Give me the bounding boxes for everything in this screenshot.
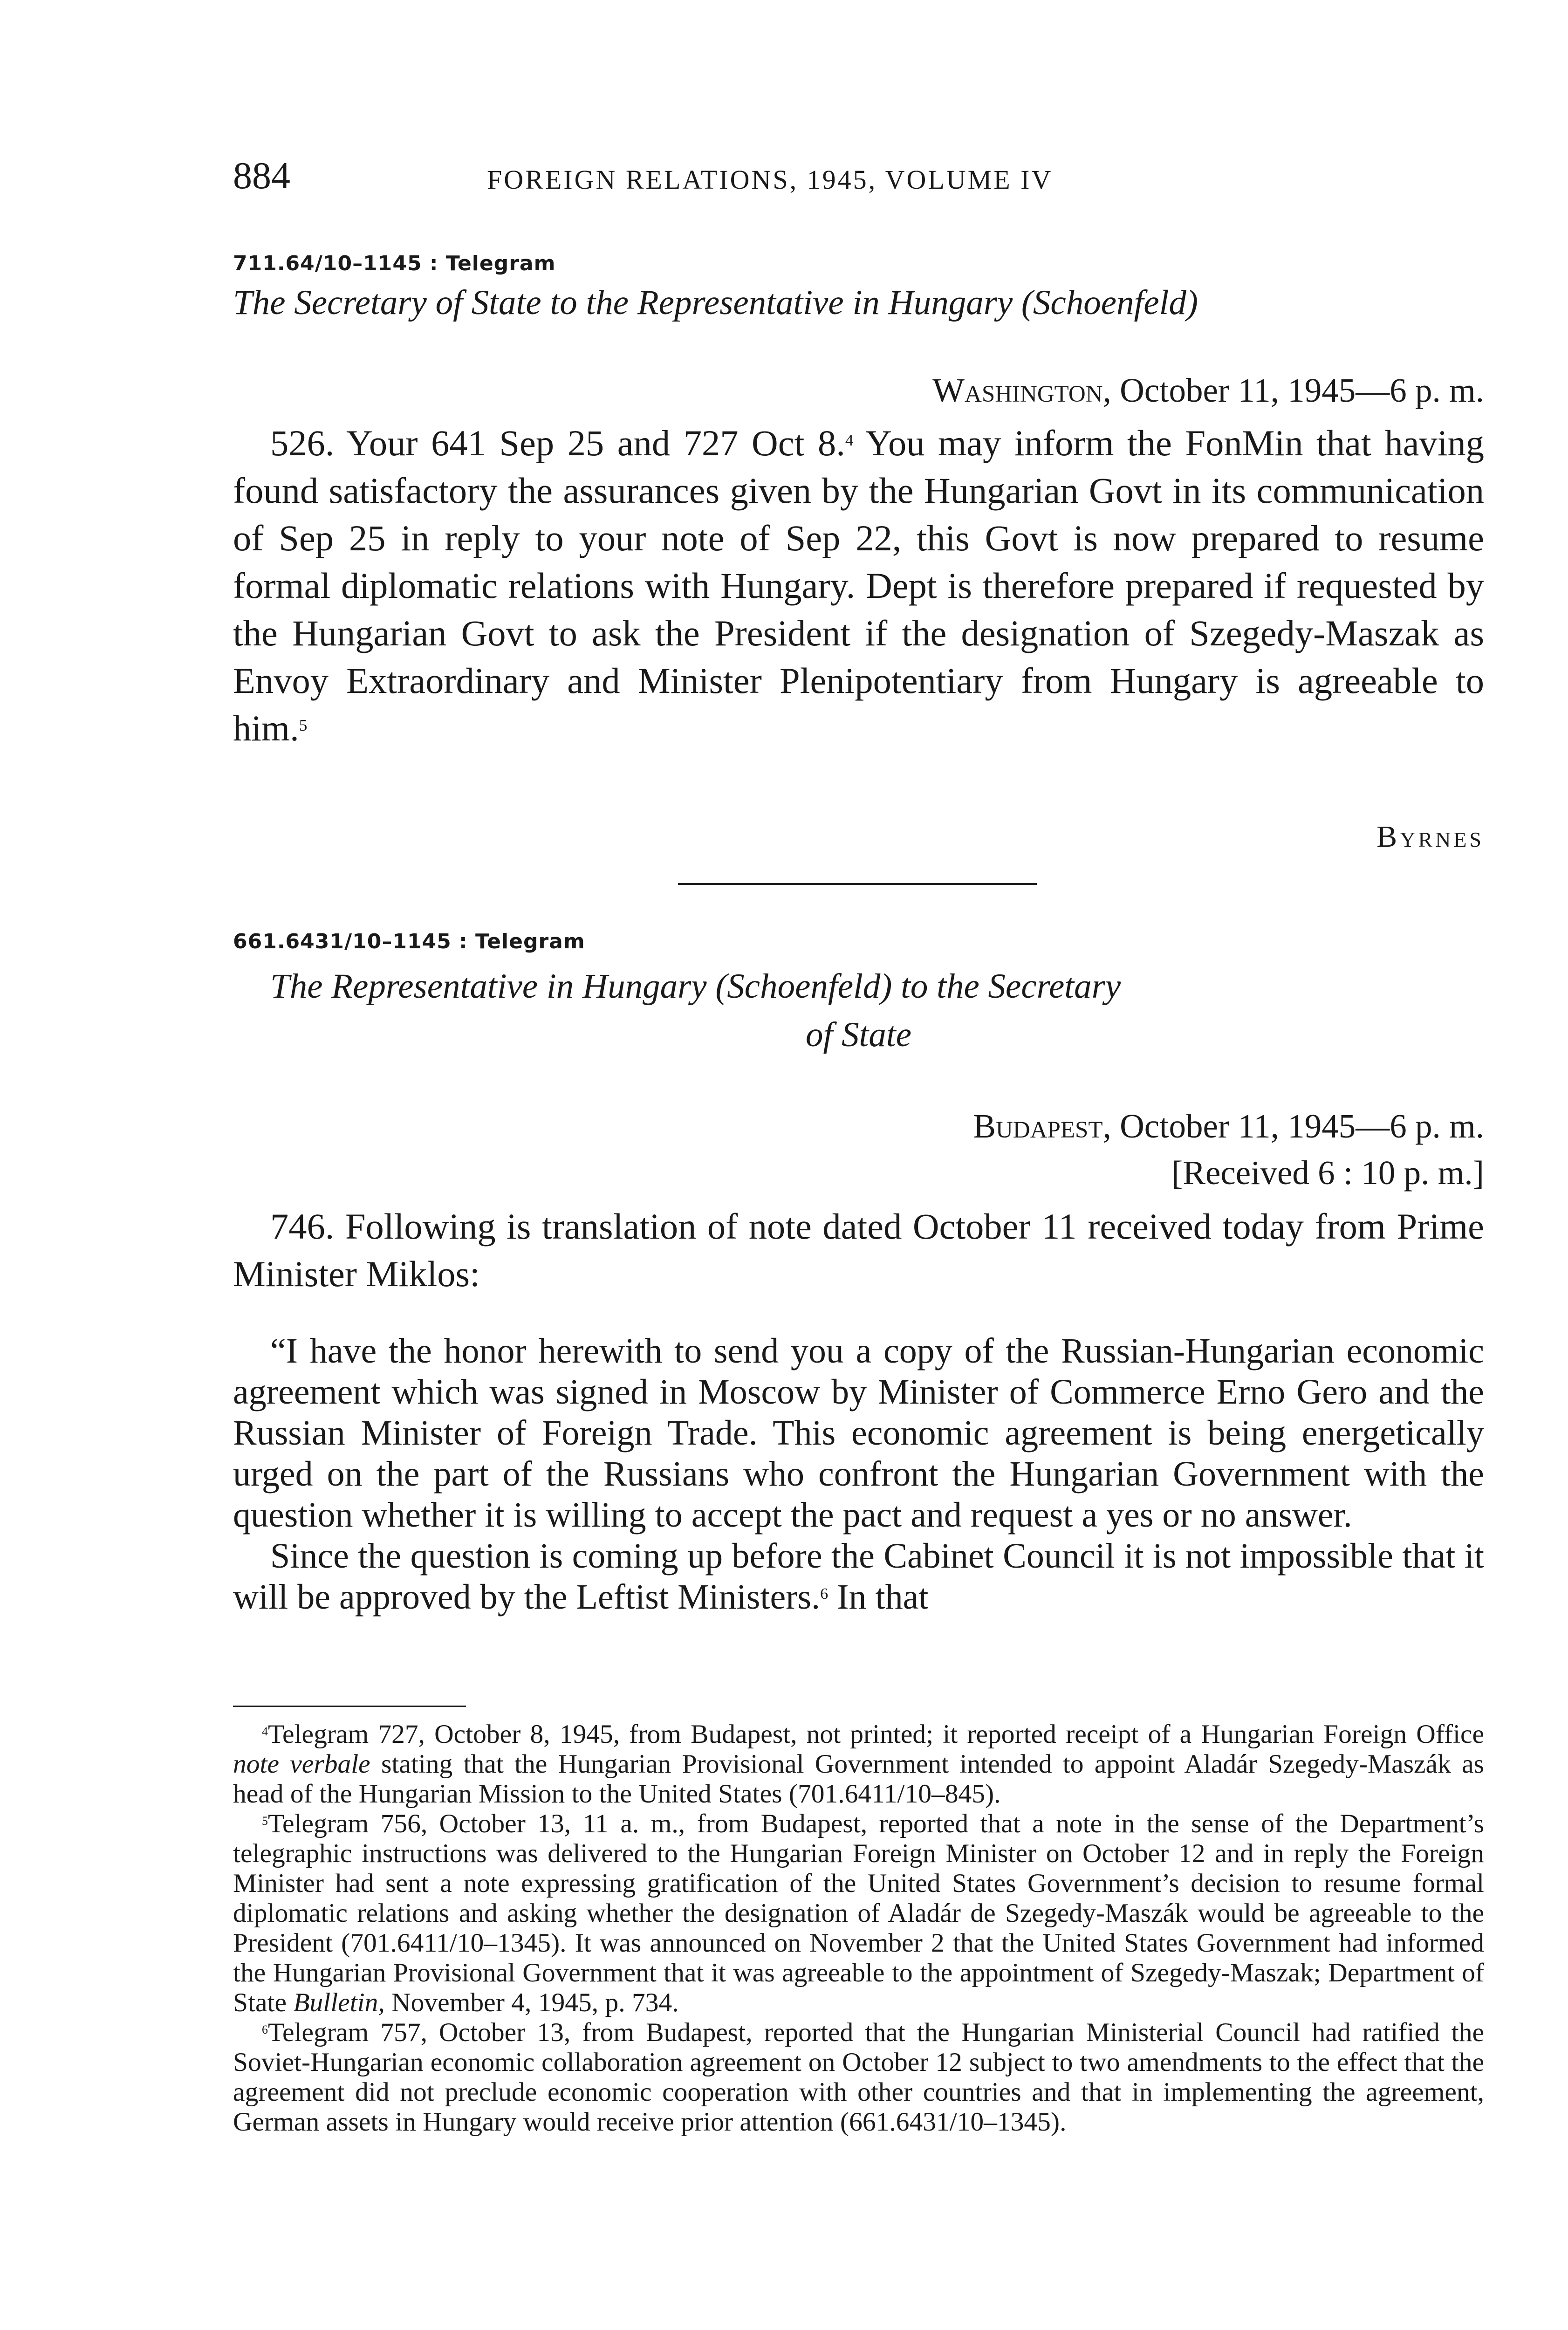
document-1 xyxy=(233,252,1484,857)
footnote-mark: 5 xyxy=(262,1814,268,1828)
quote-text: Since the question is coming up before the Cabinet Council it is not impossible that it will be approved by the Leftist Ministers. xyxy=(233,1536,1484,1617)
page-header xyxy=(233,154,1484,205)
footnote-ref: 6 xyxy=(820,1585,829,1603)
footnote-italic: Bulletin, xyxy=(293,1988,385,2017)
footnote-divider xyxy=(233,1706,466,1707)
telegram-body xyxy=(233,419,1484,752)
footnote-text: Telegram 757, October 13, from Budapest, reported that the Hungarian Ministerial Council had ratified the Soviet-Hungarian economic collaboration agreement on October 12 subject to two amendments to the effect that the agreement did not preclude economic cooperation with other countries and that in implementing the agreement, German assets in Hungary would receive prior attention (661.6431/10–1345). xyxy=(233,2018,1484,2137)
footnote-mark: 4 xyxy=(262,1725,268,1738)
footnote-text: stating that the Hungarian Provisional Government intended to appoint Aladár Szegedy-Maszák as head of the Hungarian Mission to the United States (701.6411/10–845). xyxy=(233,1749,1484,1809)
body-text: You may inform the FonMin that having found satisfactory the assurances given by the Hungarian Govt in its communication of Sep 25 in reply to your note of Sep 22, this Govt is now prepared to resume formal diplomatic relations with Hungary. Dept is therefore prepared if requested by the Hungarian Govt to ask the President if the designation of Szegedy-Maszak as Envoy Extraordinary and Minister Plenipotentiary from Hungary is agreeable to him. xyxy=(233,423,1484,748)
body-text: 526. Your 641 Sep 25 and 727 Oct 8. xyxy=(270,423,845,463)
dateline-place: Budapest xyxy=(973,1107,1103,1145)
footnote-ref: 5 xyxy=(299,716,308,734)
dateline xyxy=(932,371,1484,410)
footnote-5 xyxy=(233,1809,1484,2018)
quote-text: In that xyxy=(828,1577,929,1617)
signature xyxy=(1376,819,1484,855)
document-title: The Secretary of State to the Representative in Hungary (Schoenfeld) xyxy=(233,283,1198,322)
footnote-4 xyxy=(233,1720,1484,1809)
footnote-text: Telegram 756, October 13, 11 a. m., from Budapest, reported that a note in the sense of the Department’s telegraphic instructions was delivered to the Hungarian Foreign Minister on October 12 and in reply the Foreign Minister had sent a note expressing gratification of the United States Government’s decision to resume formal diplomatic relations and asking whether the designation of Aladár de Szegedy-Maszák would be agreeable to the President (701.6411/10–1345). It was announced on November 2 that the United States Government had informed the Hungarian Provisional Government that it was agreeable to the appointment of Szegedy-Maszak; Department of State xyxy=(233,1809,1484,2017)
telegram-paragraph: 746. Following is translation of note dated October 11 received today from Prime Minister Miklos: xyxy=(233,1206,1484,1294)
section-divider xyxy=(678,883,1037,885)
footnote-italic: note verbale xyxy=(233,1749,370,1779)
running-head: FOREIGN RELATIONS, 1945, VOLUME IV xyxy=(487,164,1053,195)
quoted-paragraph: “I have the honor herewith to send you a copy of the Russian-Hungarian economic agreement which was signed in Moscow by Minister of Commerce Erno Gero and the Russian Minister of Foreign Trade. This economic agreement is being energetically urged on the part of the Russians who confront the Hungarian Government with the question whether it is willing to accept the pact and request a yes or no answer. xyxy=(233,1331,1484,1535)
telegram-paragraph xyxy=(233,419,1484,752)
dateline-place: Washington xyxy=(932,371,1103,409)
telegram-body xyxy=(233,1203,1484,1298)
dateline-date: , October 11, 1945—6 p. m. xyxy=(1102,1107,1484,1145)
file-reference: 711.64/10–1145 : Telegram xyxy=(233,252,556,275)
footnote-6 xyxy=(233,2018,1484,2137)
file-reference: 661.6431/10–1145 : Telegram xyxy=(233,930,585,953)
dateline xyxy=(973,1107,1484,1146)
quoted-paragraph xyxy=(233,1535,1484,1617)
footnote-mark: 6 xyxy=(262,2023,268,2036)
quoted-note xyxy=(233,1330,1484,1617)
footnote-text: November 4, 1945, p. 734. xyxy=(384,1988,679,2017)
footnote-text: Telegram 727, October 8, 1945, from Budapest, not printed; it reported receipt of a Hungarian Foreign Office xyxy=(267,1720,1484,1749)
footnote-ref: 4 xyxy=(845,431,854,449)
signature-name: Byrnes xyxy=(1376,820,1484,854)
footnote-list xyxy=(233,1720,1484,2137)
document-2 xyxy=(233,930,1484,1708)
received-time: [Received 6 : 10 p. m.] xyxy=(1171,1154,1484,1192)
footnotes xyxy=(233,1720,1484,2330)
page-number: 884 xyxy=(233,154,290,197)
dateline-date: , October 11, 1945—6 p. m. xyxy=(1102,371,1484,409)
document-title-line-1: The Representative in Hungary (Schoenfeld) to the Secretary xyxy=(270,967,1121,1006)
document-title-line-2: of State xyxy=(805,1015,912,1054)
